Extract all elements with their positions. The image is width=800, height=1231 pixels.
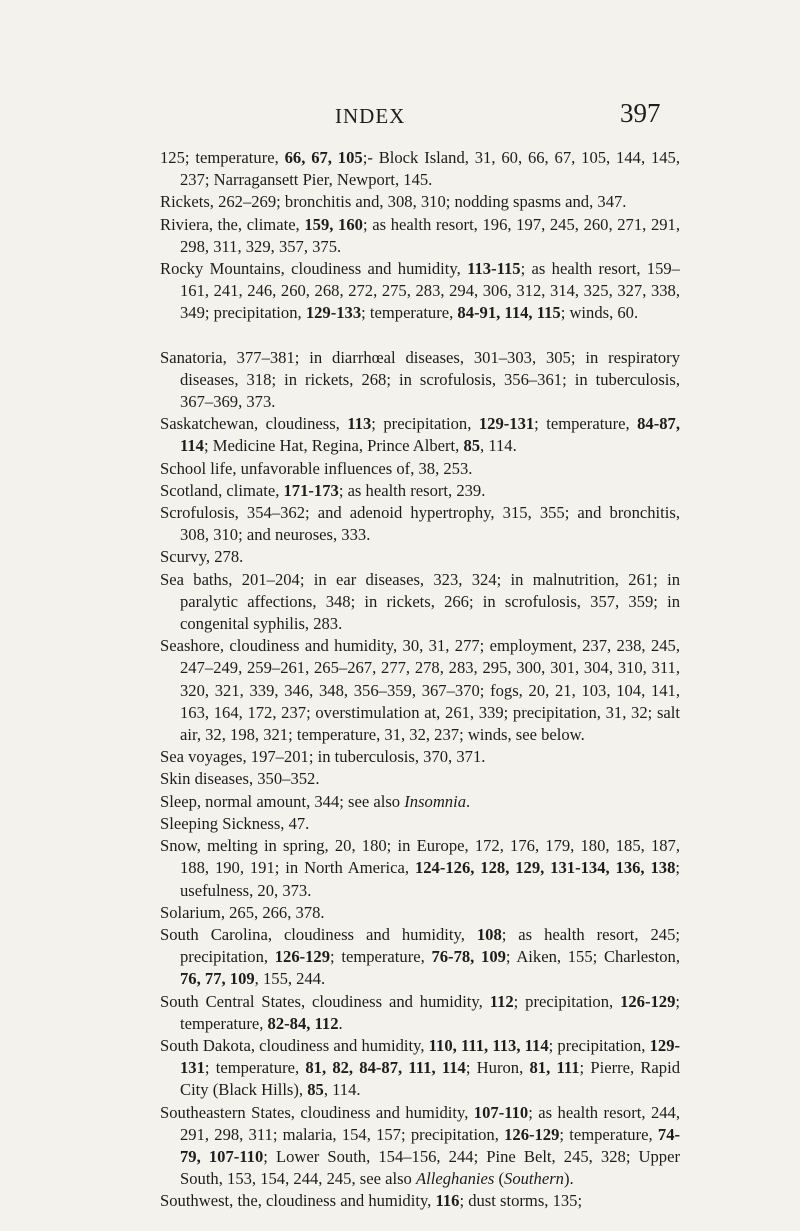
bold-reference: 108 — [476, 924, 502, 944]
entry-text: Sleeping Sickness, 47. — [160, 813, 310, 833]
bold-reference: 76, 77, 109 — [180, 969, 255, 989]
italic-reference: Southern — [504, 1169, 564, 1189]
entry-text: ; winds, 60. — [560, 303, 639, 323]
bold-reference: 85 — [307, 1080, 324, 1100]
index-entry — [160, 635, 680, 746]
entry-text: ; as health resort, 159–161, 241, 246, 260, 268, 272, 275, 283, 294, 306, 312, 314, 325, 327, 338, 349; precipitation, — [180, 259, 680, 323]
entry-text: ;- Block Island, 31, 60, 66, 67, 105, 144, 145, 237; Narragansett Pier, Newport, 145. — [180, 148, 680, 190]
entry-text: Sea voyages, 197–201; in tuberculosis, 370, 371. — [160, 747, 486, 767]
entry-text: ; as health resort, 244, 291, 298, 311; malaria, 154, 157; precipitation, — [180, 1102, 680, 1144]
entry-text: ; temperature, — [204, 1058, 306, 1078]
bold-reference: 112 — [489, 991, 514, 1011]
entry-text: ; temperature, — [534, 414, 638, 434]
bold-reference: 110, 111, 113, 114 — [428, 1035, 549, 1055]
entry-text: Saskatchewan, cloudiness, — [160, 414, 348, 434]
italic-reference: Alleghanies — [416, 1169, 495, 1189]
entry-text: ; Huron, — [465, 1058, 530, 1078]
bold-reference: 85 — [463, 436, 481, 456]
entry-text: Southwest, the, cloudiness and humidity, — [160, 1191, 436, 1211]
index-entry — [160, 768, 680, 790]
entry-text: ; dust storms, 135; — [459, 1191, 583, 1211]
entry-text: Riviera, the, climate, — [160, 214, 305, 234]
index-entry — [160, 502, 680, 546]
entry-text: ; Lower South, 154–156, 244; Pine Belt, 245, 328; Upper South, 153, 154, 244, 245, see also — [180, 1146, 680, 1189]
bold-reference: 126-129 — [504, 1124, 560, 1144]
index-entry — [160, 413, 680, 457]
bold-reference: 116 — [435, 1191, 460, 1211]
entry-text: ; as health resort, 245; precipitation, — [180, 924, 680, 967]
index-entry — [160, 458, 680, 480]
bold-reference: 76-78, 109 — [431, 947, 506, 967]
bold-reference: 107-110 — [473, 1102, 529, 1122]
entry-text: , 114. — [323, 1080, 361, 1100]
entry-text: Seashore, cloudiness and humidity, 30, 31, 277; employment, 237, 238, 245, 247–249, 259–261, 265–267, 277, 278, 283, 295, 300, 301, 304, 310, 311, 320, 321, 339, 346, 348, 356–359, 367–370; fogs, 20, 21, 103, 104, 141, 163, 164, 172, 237; overstimulation at, 261, 339; precipitation, 31, 32; salt air, 32, 198, 321; temperature, 31, 32, 237; winds, see below. — [160, 636, 680, 745]
entry-text: ; temperature, — [361, 303, 458, 323]
index-entry — [160, 480, 680, 502]
bold-reference: 129-131 — [180, 1035, 681, 1078]
entry-text: South Central States, cloudiness and humidity, — [160, 991, 490, 1011]
bold-reference: 113-115 — [467, 259, 521, 279]
entry-text: Scotland, climate, — [160, 480, 284, 500]
index-entry — [160, 991, 680, 1035]
index-entry — [160, 147, 680, 191]
index-entry — [160, 214, 680, 258]
entry-text: ; temperature, — [559, 1124, 658, 1144]
bold-reference: 124-126, 128, 129, 131-134, 136, 138 — [414, 858, 676, 878]
bold-reference: 171-173 — [283, 480, 339, 500]
entry-text: ; temperature, — [180, 991, 680, 1033]
entry-text: Sanatoria, 377–381; in diarrhœal diseases, 301–303, 305; in respiratory diseases, 318; in rickets, 268; in scrofulosis, 356–361; in tuberculosis, 367–369, 373. — [160, 347, 680, 412]
entry-text: ; Aiken, 155; Charleston, — [505, 947, 680, 967]
entry-text: ; Pierre, Rapid City (Black Hills), — [180, 1058, 680, 1100]
index-entry — [160, 746, 680, 768]
entry-text: South Dakota, cloudiness and humidity, — [160, 1035, 429, 1055]
entry-text: Skin diseases, 350–352. — [160, 769, 320, 789]
index-entry — [160, 1102, 680, 1191]
entry-text: Snow, melting in spring, 20, 180; in Europe, 172, 176, 179, 180, 185, 187, 188, 190, 191; in North America, — [160, 836, 680, 878]
entry-text: Scrofulosis, 354–362; and adenoid hypertrophy, 315, 355; and bronchitis, 308, 310; and neuroses, 333. — [160, 503, 680, 545]
index-entry — [160, 569, 680, 636]
index-entry — [160, 1035, 680, 1102]
entry-text: ( — [494, 1169, 505, 1189]
entry-text: Southeastern States, cloudiness and humidity, — [160, 1102, 474, 1122]
entry-text: Solarium, 265, 266, 378. — [160, 902, 325, 922]
bold-reference: 126-129 — [274, 947, 331, 967]
entry-text: ; as health resort, 196, 197, 245, 260, 271, 291, 298, 311, 329, 357, 375. — [180, 214, 680, 256]
entry-text: ). — [563, 1169, 574, 1189]
page-header — [0, 98, 800, 138]
bold-reference: 82-84, 112 — [267, 1013, 339, 1033]
entry-text: , 114. — [480, 436, 517, 456]
index-entry — [160, 546, 680, 568]
entry-text: ; precipitation, — [513, 991, 621, 1011]
bold-reference: 129-131 — [478, 414, 535, 434]
running-title: INDEX — [335, 104, 406, 128]
bold-reference: 84-91, 114, 115 — [457, 303, 561, 323]
index-entry — [160, 813, 680, 835]
entry-text: ; as health resort, 239. — [338, 480, 486, 500]
index-entry — [160, 924, 680, 991]
bold-reference: 81, 111 — [529, 1058, 580, 1078]
bold-reference: 129-133 — [305, 303, 362, 323]
bold-reference: 81, 82, 84-87, 111, 114 — [305, 1058, 466, 1078]
entry-text: . — [338, 1013, 343, 1033]
bold-reference: 126-129 — [620, 991, 676, 1011]
entry-text: Scurvy, 278. — [160, 547, 244, 567]
entry-gap — [160, 325, 680, 347]
italic-reference: Insomnia — [404, 791, 467, 811]
entry-text: ; temperature, — [330, 947, 432, 967]
entry-text: Sleep, normal amount, 344; see also — [160, 791, 405, 811]
bold-reference: 113 — [347, 414, 372, 434]
entry-text: Sea baths, 201–204; in ear diseases, 323, 324; in malnutrition, 261; in paralytic affections, 348; in rickets, 266; in scrofulosis, 357, 359; in congenital syphilis, 283. — [160, 569, 680, 634]
index-entry — [160, 1190, 680, 1212]
index-entry — [160, 258, 680, 325]
entry-text: School life, unfavorable influences of, 38, 253. — [160, 458, 473, 478]
bold-reference: 66, 67, 105 — [284, 148, 363, 167]
entry-text: ; precipitation, — [371, 414, 479, 434]
entry-text: South Carolina, cloudiness and humidity, — [160, 924, 477, 944]
page-number: 397 — [620, 98, 661, 128]
entry-text: ; precipitation, — [548, 1035, 650, 1055]
bold-reference: 84-87, 114 — [180, 414, 680, 456]
index-entries — [160, 147, 680, 1213]
bold-reference: 74-79, 107-110 — [180, 1124, 681, 1166]
entry-text: , 155, 244. — [254, 969, 326, 989]
index-entry — [160, 902, 680, 924]
index-entry — [160, 835, 680, 902]
entry-text: ; usefulness, 20, 373. — [180, 858, 680, 900]
index-entry — [160, 791, 680, 813]
index-entry — [160, 191, 680, 213]
entry-text: . — [466, 791, 471, 811]
entry-text: 125; temperature, — [160, 148, 285, 167]
entry-text: Rickets, 262–269; bronchitis and, 308, 310; nodding spasms and, 347. — [160, 192, 627, 212]
entry-text: Rocky Mountains, cloudiness and humidity, — [160, 259, 468, 279]
bold-reference: 159, 160 — [304, 214, 363, 234]
entry-text: ; Medicine Hat, Regina, Prince Albert, — [203, 436, 464, 456]
index-entry — [160, 347, 680, 414]
